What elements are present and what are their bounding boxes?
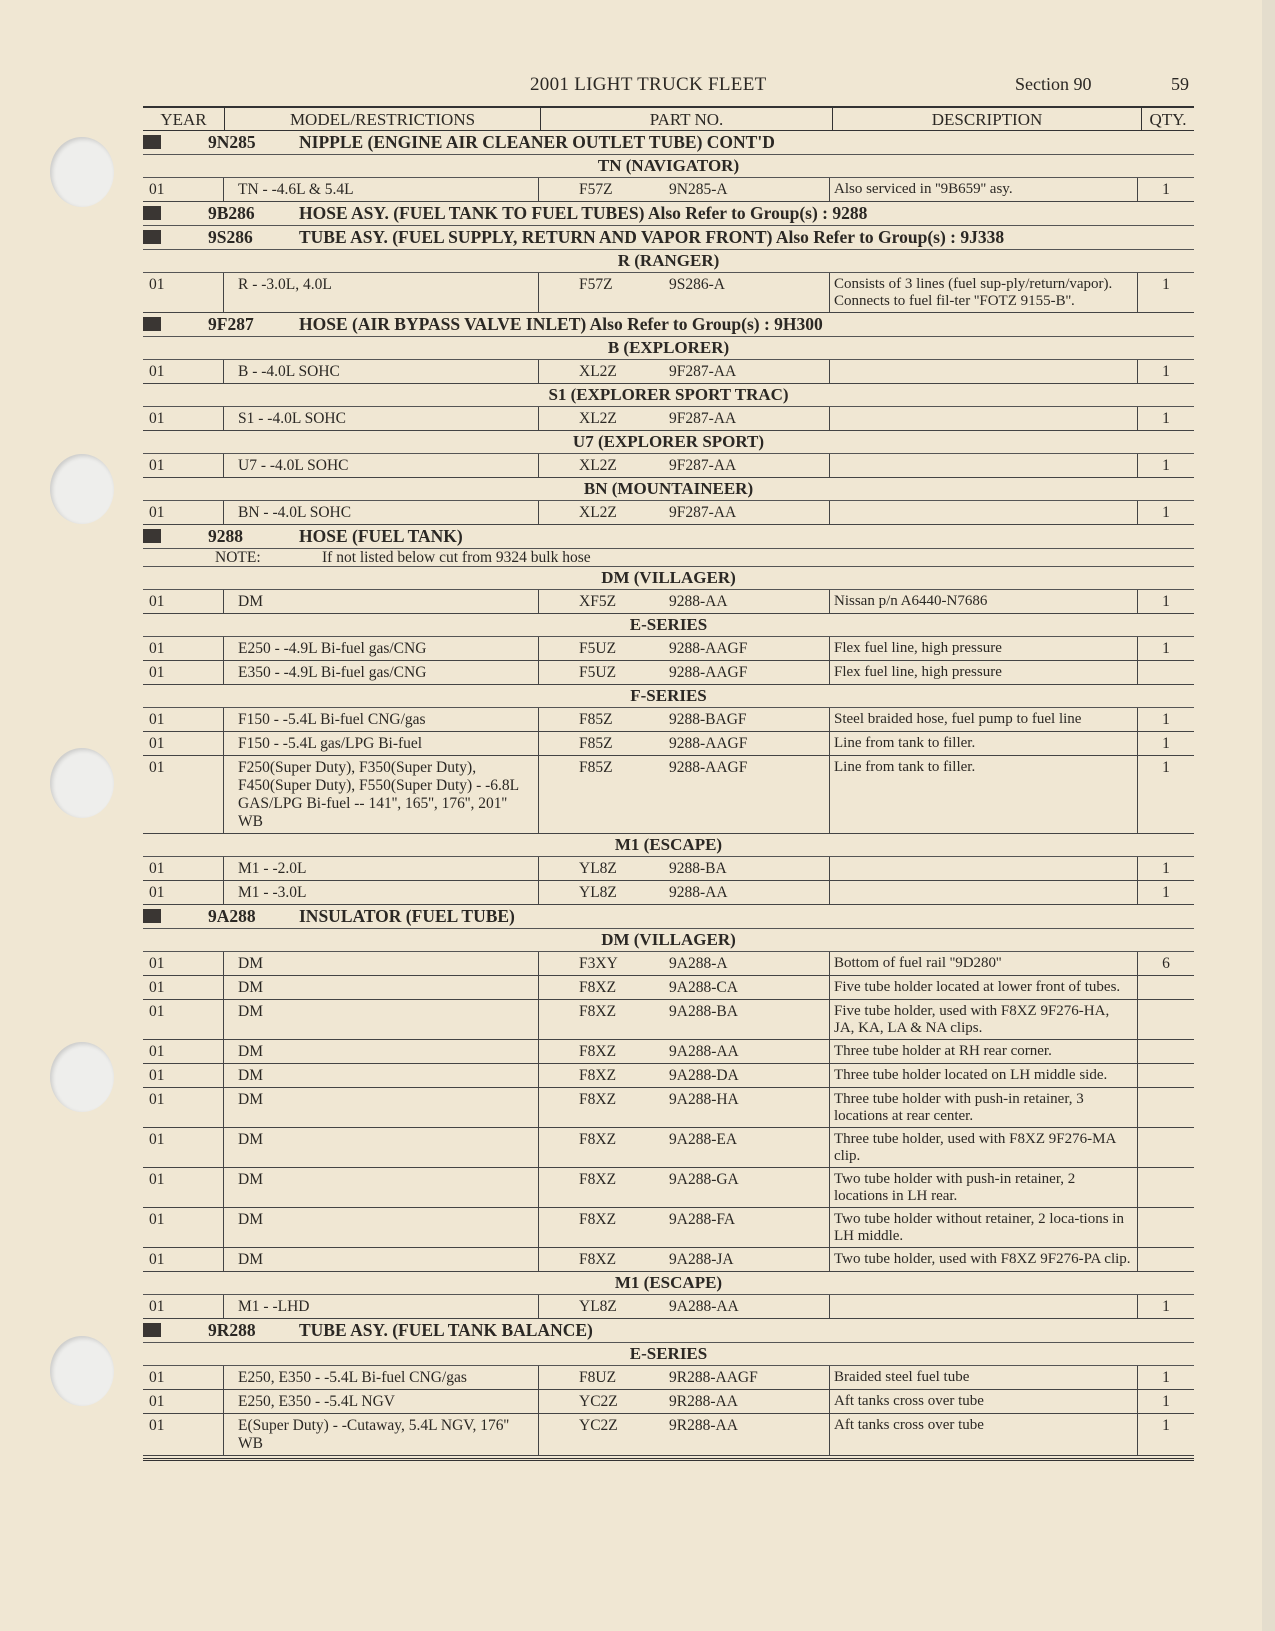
year-cell: 01	[143, 732, 224, 755]
table-row	[143, 1128, 1194, 1168]
qty-cell	[1138, 1088, 1194, 1127]
binder-hole	[50, 748, 114, 818]
column-header: MODEL/RESTRICTIONS	[225, 108, 541, 130]
model-subheading: E-SERIES	[143, 1343, 1194, 1366]
part-number: 9A288-CA	[669, 979, 738, 996]
qty-cell: 1	[1162, 181, 1170, 198]
model-cell: DM	[224, 1208, 539, 1247]
part-prefix: F57Z	[579, 181, 613, 198]
qty-cell	[1138, 1248, 1194, 1271]
part-cell	[539, 1128, 830, 1167]
qty-cell: 1	[1162, 363, 1170, 380]
note-label: NOTE:	[215, 549, 261, 566]
description-cell: Braided steel fuel tube	[830, 1366, 1138, 1389]
description-cell: Line from tank to filler.	[830, 732, 1138, 755]
part-prefix: F3XY	[579, 955, 618, 972]
group-number: 9288	[208, 526, 243, 546]
group-title: HOSE (FUEL TANK)	[299, 526, 463, 546]
page-title: 2001 LIGHT TRUCK FLEET	[530, 74, 767, 95]
table-row	[143, 857, 1194, 881]
year-cell: 01	[143, 708, 224, 731]
table-row	[143, 1064, 1194, 1088]
qty-cell	[1138, 1064, 1194, 1087]
part-prefix: YL8Z	[579, 1298, 617, 1315]
qty-cell: 1	[1162, 711, 1170, 728]
page-number: 59	[1171, 74, 1189, 94]
part-prefix: F85Z	[579, 735, 613, 752]
table-row	[143, 454, 1194, 478]
part-prefix: F8XZ	[579, 1043, 617, 1060]
model-cell: DM	[224, 590, 539, 613]
description-cell	[830, 881, 1138, 904]
table-row	[143, 1208, 1194, 1248]
part-number: 9A288-GA	[669, 1171, 739, 1188]
column-header-row	[143, 106, 1194, 131]
group-title: TUBE ASY. (FUEL SUPPLY, RETURN AND VAPOR FRONT) Also Refer to Group(s) : 9J338	[299, 227, 1005, 247]
parts-table	[143, 106, 1194, 1465]
group-number: 9R288	[208, 1320, 256, 1340]
part-cell	[539, 590, 830, 613]
part-cell	[539, 952, 830, 975]
part-prefix: YL8Z	[579, 884, 617, 901]
year-cell: 01	[143, 360, 224, 383]
description-cell: Consists of 3 lines (fuel sup-ply/return/vapor). Connects to fuel fil-ter ''FOTZ 9155-B''.	[830, 273, 1138, 312]
part-cell	[539, 1064, 830, 1087]
group-marker-icon	[143, 1323, 161, 1337]
year-cell: 01	[143, 1168, 224, 1207]
table-row	[143, 1248, 1194, 1272]
part-prefix: XF5Z	[579, 593, 617, 610]
model-cell: DM	[224, 1000, 539, 1039]
part-prefix: F85Z	[579, 711, 613, 728]
model-cell: U7 - -4.0L SOHC	[224, 454, 539, 477]
part-cell	[539, 1040, 830, 1063]
year-cell: 01	[143, 1088, 224, 1127]
section-label: Section 90	[1015, 74, 1092, 94]
year-cell: 01	[143, 637, 224, 660]
description-cell: Three tube holder located on LH middle side.	[830, 1064, 1138, 1087]
part-cell	[539, 857, 830, 880]
model-cell: DM	[224, 952, 539, 975]
qty-cell: 1	[1162, 860, 1170, 877]
model-cell: M1 - -3.0L	[224, 881, 539, 904]
part-number: 9N285-A	[669, 181, 728, 198]
group-heading	[143, 313, 1194, 337]
group-title: NIPPLE (ENGINE AIR CLEANER OUTLET TUBE) CONT'D	[299, 132, 775, 152]
group-heading	[143, 131, 1194, 155]
qty-cell	[1138, 976, 1194, 999]
binder-hole	[50, 454, 114, 524]
part-number: 9S286-A	[669, 276, 725, 293]
part-prefix: F8XZ	[579, 1171, 617, 1188]
table-row	[143, 1390, 1194, 1414]
table-row	[143, 756, 1194, 834]
part-cell	[539, 732, 830, 755]
part-cell	[539, 1366, 830, 1389]
part-cell	[539, 1248, 830, 1271]
part-cell	[539, 708, 830, 731]
model-subheading: DM (VILLAGER)	[143, 567, 1194, 590]
part-number: 9A288-JA	[669, 1251, 734, 1268]
description-cell: Five tube holder, used with F8XZ 9F276-HA, JA, KA, LA & NA clips.	[830, 1000, 1138, 1039]
qty-cell: 1	[1162, 640, 1170, 657]
year-cell: 01	[143, 273, 224, 312]
part-cell	[539, 976, 830, 999]
description-cell: Flex fuel line, high pressure	[830, 661, 1138, 684]
table-row	[143, 1414, 1194, 1456]
part-cell	[539, 1000, 830, 1039]
part-cell	[539, 881, 830, 904]
table-row	[143, 732, 1194, 756]
part-number: 9288-AAGF	[669, 640, 748, 657]
part-number: 9R288-AAGF	[669, 1369, 758, 1386]
model-cell: DM	[224, 1040, 539, 1063]
description-cell	[830, 501, 1138, 524]
description-cell	[830, 360, 1138, 383]
model-cell: M1 - -LHD	[224, 1295, 539, 1318]
model-cell: E350 - -4.9L Bi-fuel gas/CNG	[224, 661, 539, 684]
part-prefix: F5UZ	[579, 664, 617, 681]
qty-cell: 1	[1162, 759, 1170, 776]
group-heading	[143, 905, 1194, 929]
group-marker-icon	[143, 909, 161, 923]
year-cell: 01	[143, 881, 224, 904]
part-number: 9F287-AA	[669, 504, 737, 521]
qty-cell: 1	[1162, 457, 1170, 474]
part-cell	[539, 407, 830, 430]
description-cell: Aft tanks cross over tube	[830, 1414, 1138, 1455]
qty-cell: 1	[1162, 276, 1170, 293]
model-cell: BN - -4.0L SOHC	[224, 501, 539, 524]
model-cell: TN - -4.6L & 5.4L	[224, 178, 539, 201]
group-marker-icon	[143, 206, 161, 220]
model-cell: E250, E350 - -5.4L Bi-fuel CNG/gas	[224, 1366, 539, 1389]
qty-cell	[1138, 1208, 1194, 1247]
year-cell: 01	[143, 1000, 224, 1039]
description-cell: Five tube holder located at lower front of tubes.	[830, 976, 1138, 999]
year-cell: 01	[143, 756, 224, 833]
model-cell: F150 - -5.4L Bi-fuel CNG/gas	[224, 708, 539, 731]
qty-cell: 1	[1162, 593, 1170, 610]
table-row	[143, 661, 1194, 685]
part-number: 9A288-DA	[669, 1067, 739, 1084]
model-cell: E250, E350 - -5.4L NGV	[224, 1390, 539, 1413]
model-cell: DM	[224, 976, 539, 999]
group-number: 9N285	[208, 132, 256, 152]
year-cell: 01	[143, 1248, 224, 1271]
part-prefix: XL2Z	[579, 410, 617, 427]
description-cell: Also serviced in ''9B659'' asy.	[830, 178, 1138, 201]
group-number: 9A288	[208, 906, 256, 926]
model-cell: B - -4.0L SOHC	[224, 360, 539, 383]
year-cell: 01	[143, 407, 224, 430]
model-cell: E(Super Duty) - -Cutaway, 5.4L NGV, 176'' WB	[224, 1414, 539, 1455]
part-number: 9R288-AA	[669, 1417, 738, 1434]
table-row	[143, 637, 1194, 661]
part-number: 9F287-AA	[669, 410, 737, 427]
part-number: 9288-AA	[669, 593, 728, 610]
part-number: 9A288-A	[669, 955, 728, 972]
qty-cell	[1138, 661, 1194, 684]
description-cell: Bottom of fuel rail ''9D280''	[830, 952, 1138, 975]
model-cell: DM	[224, 1248, 539, 1271]
part-prefix: F8UZ	[579, 1369, 617, 1386]
year-cell: 01	[143, 1128, 224, 1167]
description-cell	[830, 454, 1138, 477]
description-cell: Steel braided hose, fuel pump to fuel line	[830, 708, 1138, 731]
qty-cell: 1	[1162, 735, 1170, 752]
year-cell: 01	[143, 1414, 224, 1455]
year-cell: 01	[143, 1295, 224, 1318]
group-heading	[143, 226, 1194, 250]
year-cell: 01	[143, 1064, 224, 1087]
part-number: 9R288-AA	[669, 1393, 738, 1410]
part-cell	[539, 178, 830, 201]
part-prefix: F8XZ	[579, 1251, 617, 1268]
group-marker-icon	[143, 230, 161, 244]
model-subheading: DM (VILLAGER)	[143, 929, 1194, 952]
part-number: 9F287-AA	[669, 457, 737, 474]
part-number: 9288-AA	[669, 884, 728, 901]
table-row	[143, 1366, 1194, 1390]
group-title: HOSE ASY. (FUEL TANK TO FUEL TUBES) Also Refer to Group(s) : 9288	[299, 203, 868, 223]
model-subheading: TN (NAVIGATOR)	[143, 155, 1194, 178]
part-prefix: F8XZ	[579, 1003, 617, 1020]
group-marker-icon	[143, 317, 161, 331]
group-number: 9F287	[208, 314, 254, 334]
column-header: YEAR	[143, 108, 225, 130]
part-prefix: YL8Z	[579, 860, 617, 877]
table-row	[143, 1168, 1194, 1208]
description-cell: Three tube holder, used with F8XZ 9F276-MA clip.	[830, 1128, 1138, 1167]
part-cell	[539, 1295, 830, 1318]
part-number: 9288-AAGF	[669, 664, 748, 681]
table-row	[143, 1295, 1194, 1319]
group-number: 9S286	[208, 227, 253, 247]
part-prefix: F57Z	[579, 276, 613, 293]
group-marker-icon	[143, 529, 161, 543]
year-cell: 01	[143, 952, 224, 975]
table-end-rule	[143, 1458, 1194, 1465]
model-cell: F250(Super Duty), F350(Super Duty), F450(Super Duty), F550(Super Duty) - -6.8L GAS/LPG Bi-fuel -- 141'', 165'', 176'', 201'' WB	[224, 756, 539, 833]
qty-cell: 1	[1162, 1393, 1170, 1410]
table-row	[143, 708, 1194, 732]
group-title: TUBE ASY. (FUEL TANK BALANCE)	[299, 1320, 593, 1340]
part-prefix: F8XZ	[579, 1211, 617, 1228]
year-cell: 01	[143, 1366, 224, 1389]
description-cell: Two tube holder with push-in retainer, 2 locations in LH rear.	[830, 1168, 1138, 1207]
model-subheading: M1 (ESCAPE)	[143, 834, 1194, 857]
part-cell	[539, 661, 830, 684]
year-cell: 01	[143, 501, 224, 524]
part-prefix: F5UZ	[579, 640, 617, 657]
part-number: 9A288-AA	[669, 1043, 739, 1060]
qty-cell	[1138, 1040, 1194, 1063]
part-cell	[539, 637, 830, 660]
part-prefix: F8XZ	[579, 1067, 617, 1084]
group-heading	[143, 202, 1194, 226]
model-cell: DM	[224, 1128, 539, 1167]
model-subheading: M1 (ESCAPE)	[143, 1272, 1194, 1295]
qty-cell: 1	[1162, 410, 1170, 427]
description-cell: Three tube holder with push-in retainer, 3 locations at rear center.	[830, 1088, 1138, 1127]
part-prefix: F8XZ	[579, 979, 617, 996]
year-cell: 01	[143, 1390, 224, 1413]
column-header: QTY.	[1149, 110, 1187, 129]
year-cell: 01	[143, 590, 224, 613]
note-text: If not listed below cut from 9324 bulk hose	[322, 549, 591, 566]
model-cell: S1 - -4.0L SOHC	[224, 407, 539, 430]
qty-cell: 1	[1162, 504, 1170, 521]
part-cell	[539, 756, 830, 833]
model-cell: M1 - -2.0L	[224, 857, 539, 880]
qty-cell: 1	[1162, 1417, 1170, 1434]
description-cell: Aft tanks cross over tube	[830, 1390, 1138, 1413]
table-row	[143, 590, 1194, 614]
qty-cell	[1138, 1128, 1194, 1167]
description-cell	[830, 857, 1138, 880]
qty-cell: 1	[1162, 884, 1170, 901]
qty-cell: 1	[1162, 1369, 1170, 1386]
model-subheading: E-SERIES	[143, 614, 1194, 637]
part-number: 9288-AAGF	[669, 759, 748, 776]
qty-cell: 1	[1162, 1298, 1170, 1315]
table-row	[143, 178, 1194, 202]
part-number: 9288-BA	[669, 860, 727, 877]
part-number: 9A288-BA	[669, 1003, 738, 1020]
model-cell: R - -3.0L, 4.0L	[224, 273, 539, 312]
group-note	[143, 549, 1194, 567]
part-cell	[539, 1088, 830, 1127]
group-number: 9B286	[208, 203, 255, 223]
part-prefix: XL2Z	[579, 457, 617, 474]
part-number: 9A288-EA	[669, 1131, 738, 1148]
description-cell: Flex fuel line, high pressure	[830, 637, 1138, 660]
part-prefix: XL2Z	[579, 504, 617, 521]
part-number: 9A288-AA	[669, 1298, 739, 1315]
table-row	[143, 1000, 1194, 1040]
model-cell: DM	[224, 1064, 539, 1087]
year-cell: 01	[143, 1208, 224, 1247]
part-number: 9A288-HA	[669, 1091, 739, 1108]
part-prefix: F8XZ	[579, 1091, 617, 1108]
group-marker-icon	[143, 135, 161, 149]
year-cell: 01	[143, 1040, 224, 1063]
part-cell	[539, 360, 830, 383]
model-cell: F150 - -5.4L gas/LPG Bi-fuel	[224, 732, 539, 755]
qty-cell: 6	[1162, 955, 1170, 972]
group-title: HOSE (AIR BYPASS VALVE INLET) Also Refer to Group(s) : 9H300	[299, 314, 823, 334]
binder-hole	[50, 137, 114, 207]
description-cell: Two tube holder without retainer, 2 loca-tions in LH middle.	[830, 1208, 1138, 1247]
part-cell	[539, 1414, 830, 1455]
part-cell	[539, 1168, 830, 1207]
group-title: INSULATOR (FUEL TUBE)	[299, 906, 515, 926]
year-cell: 01	[143, 857, 224, 880]
table-row	[143, 360, 1194, 384]
table-row	[143, 1088, 1194, 1128]
model-subheading: B (EXPLORER)	[143, 337, 1194, 360]
part-cell	[539, 1390, 830, 1413]
part-cell	[539, 501, 830, 524]
part-number: 9A288-FA	[669, 1211, 736, 1228]
part-number: 9288-AAGF	[669, 735, 748, 752]
description-cell: Line from tank to filler.	[830, 756, 1138, 833]
column-header: DESCRIPTION	[833, 108, 1142, 130]
table-row	[143, 407, 1194, 431]
binder-hole	[50, 1336, 114, 1406]
qty-cell	[1138, 1168, 1194, 1207]
description-cell: Two tube holder, used with F8XZ 9F276-PA clip.	[830, 1248, 1138, 1271]
model-cell: E250 - -4.9L Bi-fuel gas/CNG	[224, 637, 539, 660]
model-subheading: S1 (EXPLORER SPORT TRAC)	[143, 384, 1194, 407]
part-prefix: XL2Z	[579, 363, 617, 380]
year-cell: 01	[143, 454, 224, 477]
part-cell	[539, 1208, 830, 1247]
table-row	[143, 952, 1194, 976]
column-header: PART NO.	[541, 108, 833, 130]
part-number: 9288-BAGF	[669, 711, 747, 728]
description-cell	[830, 407, 1138, 430]
year-cell: 01	[143, 178, 224, 201]
part-prefix: YC2Z	[579, 1417, 618, 1434]
group-heading	[143, 1319, 1194, 1343]
table-row	[143, 501, 1194, 525]
model-subheading: U7 (EXPLORER SPORT)	[143, 431, 1194, 454]
description-cell: Three tube holder at RH rear corner.	[830, 1040, 1138, 1063]
table-row	[143, 273, 1194, 313]
model-subheading: BN (MOUNTAINEER)	[143, 478, 1194, 501]
model-subheading: F-SERIES	[143, 685, 1194, 708]
table-row	[143, 881, 1194, 905]
description-cell	[830, 1295, 1138, 1318]
part-cell	[539, 454, 830, 477]
part-number: 9F287-AA	[669, 363, 737, 380]
part-prefix: F8XZ	[579, 1131, 617, 1148]
part-prefix: YC2Z	[579, 1393, 618, 1410]
model-cell: DM	[224, 1168, 539, 1207]
model-cell: DM	[224, 1088, 539, 1127]
part-cell	[539, 273, 830, 312]
year-cell: 01	[143, 661, 224, 684]
qty-cell	[1138, 1000, 1194, 1039]
year-cell: 01	[143, 976, 224, 999]
table-row	[143, 1040, 1194, 1064]
group-heading	[143, 525, 1194, 549]
part-prefix: F85Z	[579, 759, 613, 776]
model-subheading: R (RANGER)	[143, 250, 1194, 273]
table-row	[143, 976, 1194, 1000]
binder-hole	[50, 1042, 114, 1112]
description-cell: Nissan p/n A6440-N7686	[830, 590, 1138, 613]
